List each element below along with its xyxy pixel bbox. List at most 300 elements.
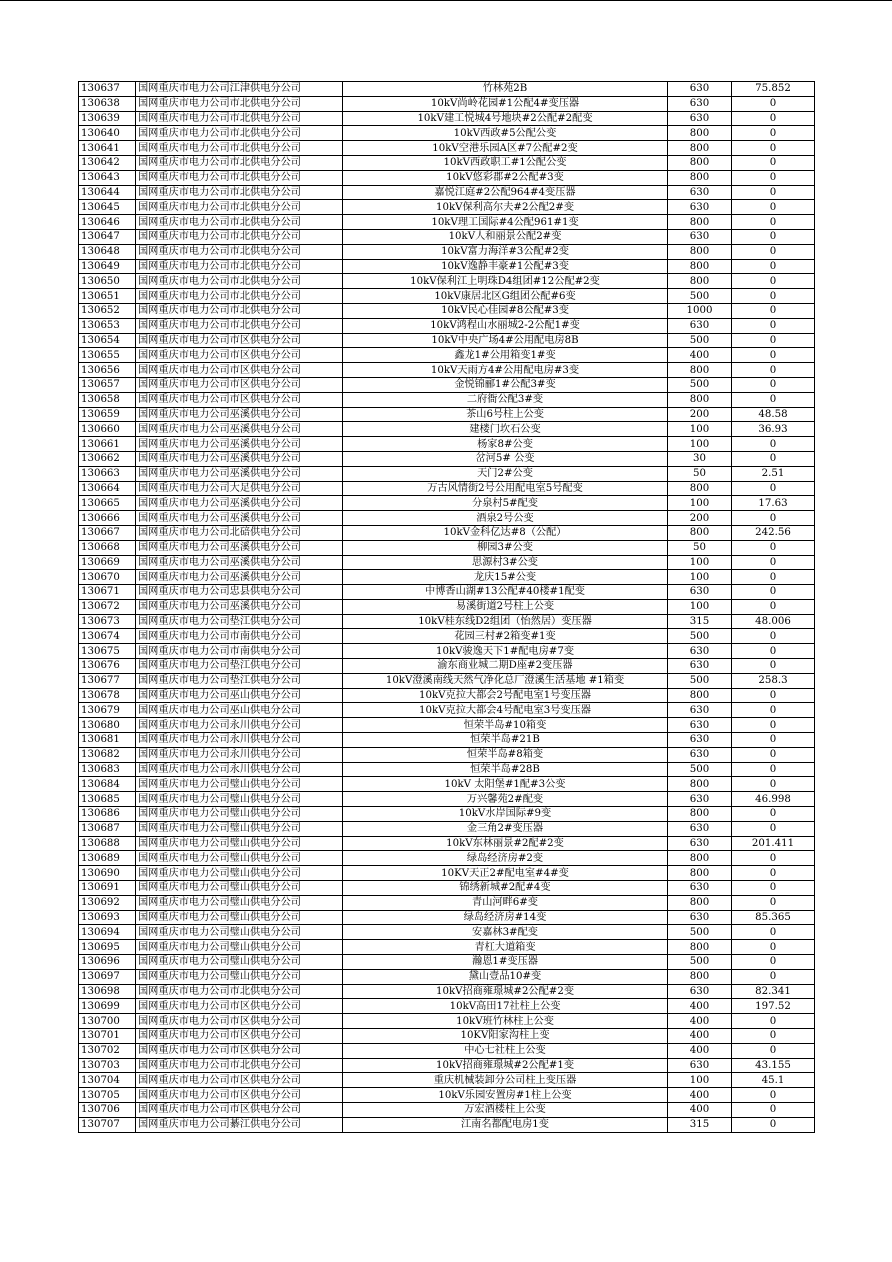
row-id-cell: 130696 bbox=[79, 955, 136, 970]
company-cell: 国网重庆市电力公司市区供电分公司 bbox=[136, 1029, 343, 1044]
transformer-name-cell: 10kV克拉大都会2号配电室1号变压器 bbox=[343, 688, 668, 703]
company-cell: 国网重庆市电力公司璧山供电分公司 bbox=[136, 881, 343, 896]
value-cell: 0 bbox=[732, 881, 815, 896]
transformer-name-cell: 10kV招商雍璟城#2公配#2变 bbox=[343, 984, 668, 999]
company-cell: 国网重庆市电力公司巫溪供电分公司 bbox=[136, 496, 343, 511]
company-cell: 国网重庆市电力公司市北供电分公司 bbox=[136, 185, 343, 200]
capacity-cell: 630 bbox=[668, 910, 732, 925]
table-row bbox=[79, 703, 815, 718]
row-id-cell: 130642 bbox=[79, 155, 136, 170]
row-id-cell: 130697 bbox=[79, 969, 136, 984]
row-id-cell: 130700 bbox=[79, 1014, 136, 1029]
transformer-name-cell: 10kV澄溪南线天然气净化总厂澄溪生活基地 #1箱变 bbox=[343, 673, 668, 688]
company-cell: 国网重庆市电力公司璧山供电分公司 bbox=[136, 777, 343, 792]
company-cell: 国网重庆市电力公司巫溪供电分公司 bbox=[136, 451, 343, 466]
row-id-cell: 130670 bbox=[79, 570, 136, 585]
company-cell: 国网重庆市电力公司市北供电分公司 bbox=[136, 244, 343, 259]
row-id-cell: 130658 bbox=[79, 392, 136, 407]
value-cell: 0 bbox=[732, 955, 815, 970]
value-cell: 0 bbox=[732, 629, 815, 644]
company-cell: 国网重庆市电力公司大足供电分公司 bbox=[136, 481, 343, 496]
transformer-name-cell: 中博香山湖#13公配#40楼#1配变 bbox=[343, 585, 668, 600]
table-row bbox=[79, 955, 815, 970]
table-row bbox=[79, 82, 815, 97]
transformer-name-cell: 二府衙公配3#变 bbox=[343, 392, 668, 407]
transformer-name-cell: 万兴馨苑2#配变 bbox=[343, 792, 668, 807]
row-id-cell: 130671 bbox=[79, 585, 136, 600]
transformer-name-cell: 竹林苑2B bbox=[343, 82, 668, 97]
transformer-name-cell: 10kV西政职工#1公配公变 bbox=[343, 155, 668, 170]
value-cell: 45.1 bbox=[732, 1073, 815, 1088]
capacity-cell: 1000 bbox=[668, 303, 732, 318]
table-row bbox=[79, 969, 815, 984]
transformer-name-cell: 10kV高田17社柱上公变 bbox=[343, 999, 668, 1014]
company-cell: 国网重庆市电力公司巫溪供电分公司 bbox=[136, 540, 343, 555]
capacity-cell: 630 bbox=[668, 747, 732, 762]
company-cell: 国网重庆市电力公司垫江供电分公司 bbox=[136, 673, 343, 688]
company-cell: 国网重庆市电力公司市北供电分公司 bbox=[136, 274, 343, 289]
company-cell: 国网重庆市电力公司市北供电分公司 bbox=[136, 229, 343, 244]
capacity-cell: 400 bbox=[668, 1014, 732, 1029]
transformer-name-cell: 龙庆15#公变 bbox=[343, 570, 668, 585]
row-id-cell: 130656 bbox=[79, 363, 136, 378]
value-cell: 82.341 bbox=[732, 984, 815, 999]
table-row bbox=[79, 185, 815, 200]
capacity-cell: 800 bbox=[668, 392, 732, 407]
transformer-name-cell: 恒荣半岛#8箱变 bbox=[343, 747, 668, 762]
capacity-cell: 400 bbox=[668, 1043, 732, 1058]
value-cell: 0 bbox=[732, 821, 815, 836]
capacity-cell: 630 bbox=[668, 733, 732, 748]
table-row bbox=[79, 437, 815, 452]
row-id-cell: 130687 bbox=[79, 821, 136, 836]
capacity-cell: 630 bbox=[668, 659, 732, 674]
capacity-cell: 800 bbox=[668, 481, 732, 496]
table-row bbox=[79, 466, 815, 481]
table-row bbox=[79, 881, 815, 896]
table-row bbox=[79, 673, 815, 688]
row-id-cell: 130694 bbox=[79, 925, 136, 940]
value-cell: 258.3 bbox=[732, 673, 815, 688]
capacity-cell: 500 bbox=[668, 955, 732, 970]
table-row bbox=[79, 762, 815, 777]
table-row bbox=[79, 318, 815, 333]
capacity-cell: 800 bbox=[668, 244, 732, 259]
capacity-cell: 800 bbox=[668, 170, 732, 185]
value-cell: 0 bbox=[732, 599, 815, 614]
table-row bbox=[79, 984, 815, 999]
row-id-cell: 130639 bbox=[79, 111, 136, 126]
transformer-name-cell: 分泉村5#配变 bbox=[343, 496, 668, 511]
value-cell: 0 bbox=[732, 540, 815, 555]
value-cell: 0 bbox=[732, 141, 815, 156]
table-row bbox=[79, 1073, 815, 1088]
row-id-cell: 130683 bbox=[79, 762, 136, 777]
transformer-name-cell: 10kV金科亿达#8（公配） bbox=[343, 525, 668, 540]
row-id-cell: 130647 bbox=[79, 229, 136, 244]
table-row bbox=[79, 229, 815, 244]
company-cell: 国网重庆市电力公司垫江供电分公司 bbox=[136, 659, 343, 674]
row-id-cell: 130691 bbox=[79, 881, 136, 896]
company-cell: 国网重庆市电力公司璧山供电分公司 bbox=[136, 836, 343, 851]
value-cell: 0 bbox=[732, 363, 815, 378]
row-id-cell: 130681 bbox=[79, 733, 136, 748]
capacity-cell: 500 bbox=[668, 673, 732, 688]
row-id-cell: 130662 bbox=[79, 451, 136, 466]
table-row bbox=[79, 910, 815, 925]
transformer-name-cell: 中心七社柱上公变 bbox=[343, 1043, 668, 1058]
table-row bbox=[79, 141, 815, 156]
transformer-name-cell: 10kV悠彩郡#2公配#3变 bbox=[343, 170, 668, 185]
transformer-name-cell: 锦绣新城#2配#4变 bbox=[343, 881, 668, 896]
row-id-cell: 130689 bbox=[79, 851, 136, 866]
value-cell: 0 bbox=[732, 126, 815, 141]
table-row bbox=[79, 659, 815, 674]
company-cell: 国网重庆市电力公司璧山供电分公司 bbox=[136, 969, 343, 984]
capacity-cell: 400 bbox=[668, 348, 732, 363]
company-cell: 国网重庆市电力公司巫山供电分公司 bbox=[136, 703, 343, 718]
capacity-cell: 630 bbox=[668, 881, 732, 896]
transformer-name-cell: 10kV空港乐园A区#7公配#2变 bbox=[343, 141, 668, 156]
capacity-cell: 800 bbox=[668, 851, 732, 866]
transformer-name-cell: 万古风情街2号公用配电室5号配变 bbox=[343, 481, 668, 496]
value-cell: 0 bbox=[732, 718, 815, 733]
table-row bbox=[79, 599, 815, 614]
value-cell: 0 bbox=[732, 895, 815, 910]
value-cell: 0 bbox=[732, 585, 815, 600]
capacity-cell: 200 bbox=[668, 511, 732, 526]
company-cell: 国网重庆市电力公司璧山供电分公司 bbox=[136, 895, 343, 910]
table-row bbox=[79, 747, 815, 762]
table-row bbox=[79, 733, 815, 748]
capacity-cell: 800 bbox=[668, 866, 732, 881]
row-id-cell: 130649 bbox=[79, 259, 136, 274]
company-cell: 国网重庆市电力公司市北供电分公司 bbox=[136, 141, 343, 156]
transformer-name-cell: 10kV克拉大都会4号配电室3号变压器 bbox=[343, 703, 668, 718]
table-row bbox=[79, 215, 815, 230]
value-cell: 0 bbox=[732, 392, 815, 407]
table-row bbox=[79, 244, 815, 259]
table-row bbox=[79, 200, 815, 215]
company-cell: 国网重庆市电力公司市北供电分公司 bbox=[136, 259, 343, 274]
value-cell: 0 bbox=[732, 688, 815, 703]
capacity-cell: 630 bbox=[668, 96, 732, 111]
capacity-cell: 100 bbox=[668, 422, 732, 437]
value-cell: 0 bbox=[732, 111, 815, 126]
capacity-cell: 800 bbox=[668, 155, 732, 170]
capacity-cell: 100 bbox=[668, 437, 732, 452]
row-id-cell: 130695 bbox=[79, 940, 136, 955]
row-id-cell: 130679 bbox=[79, 703, 136, 718]
transformer-name-cell: 10kV保利江上明珠D4组团#12公配#2变 bbox=[343, 274, 668, 289]
capacity-cell: 630 bbox=[668, 792, 732, 807]
table-row bbox=[79, 851, 815, 866]
company-cell: 国网重庆市电力公司永川供电分公司 bbox=[136, 747, 343, 762]
table-row bbox=[79, 866, 815, 881]
row-id-cell: 130706 bbox=[79, 1102, 136, 1117]
transformer-name-cell: 花园三村#2箱变#1变 bbox=[343, 629, 668, 644]
capacity-cell: 800 bbox=[668, 274, 732, 289]
value-cell: 0 bbox=[732, 1043, 815, 1058]
transformer-name-cell: 嘉悦江庭#2公配964#4变压器 bbox=[343, 185, 668, 200]
transformer-name-cell: 10kV人和丽景公配2#变 bbox=[343, 229, 668, 244]
value-cell: 0 bbox=[732, 644, 815, 659]
capacity-cell: 800 bbox=[668, 126, 732, 141]
table-row bbox=[79, 303, 815, 318]
transformer-name-cell: 思源村3#公变 bbox=[343, 555, 668, 570]
company-cell: 国网重庆市电力公司市北供电分公司 bbox=[136, 111, 343, 126]
row-id-cell: 130657 bbox=[79, 377, 136, 392]
row-id-cell: 130641 bbox=[79, 141, 136, 156]
capacity-cell: 100 bbox=[668, 570, 732, 585]
transformer-table bbox=[78, 81, 815, 1133]
company-cell: 国网重庆市电力公司市南供电分公司 bbox=[136, 644, 343, 659]
table-row bbox=[79, 155, 815, 170]
transformer-name-cell: 恒荣半岛#21B bbox=[343, 733, 668, 748]
value-cell: 0 bbox=[732, 1088, 815, 1103]
capacity-cell: 100 bbox=[668, 555, 732, 570]
value-cell: 48.006 bbox=[732, 614, 815, 629]
transformer-name-cell: 恒荣半岛#28B bbox=[343, 762, 668, 777]
transformer-name-cell: 万宏酒楼柱上公变 bbox=[343, 1102, 668, 1117]
row-id-cell: 130665 bbox=[79, 496, 136, 511]
company-cell: 国网重庆市电力公司垫江供电分公司 bbox=[136, 614, 343, 629]
company-cell: 国网重庆市电力公司江津供电分公司 bbox=[136, 82, 343, 97]
capacity-cell: 630 bbox=[668, 644, 732, 659]
row-id-cell: 130659 bbox=[79, 407, 136, 422]
transformer-name-cell: 10kV班竹林柱上公变 bbox=[343, 1014, 668, 1029]
value-cell: 0 bbox=[732, 1102, 815, 1117]
table-row bbox=[79, 451, 815, 466]
table-row bbox=[79, 111, 815, 126]
row-id-cell: 130702 bbox=[79, 1043, 136, 1058]
capacity-cell: 630 bbox=[668, 984, 732, 999]
table-row bbox=[79, 170, 815, 185]
table-row bbox=[79, 629, 815, 644]
table-row bbox=[79, 792, 815, 807]
transformer-name-cell: 10kV康居北区G组团公配#6变 bbox=[343, 289, 668, 304]
row-id-cell: 130667 bbox=[79, 525, 136, 540]
table-row bbox=[79, 511, 815, 526]
capacity-cell: 800 bbox=[668, 969, 732, 984]
company-cell: 国网重庆市电力公司璧山供电分公司 bbox=[136, 925, 343, 940]
row-id-cell: 130674 bbox=[79, 629, 136, 644]
capacity-cell: 630 bbox=[668, 111, 732, 126]
capacity-cell: 630 bbox=[668, 185, 732, 200]
value-cell: 0 bbox=[732, 555, 815, 570]
transformer-name-cell: 10kV招商雍璟城#2公配#1变 bbox=[343, 1058, 668, 1073]
company-cell: 国网重庆市电力公司市北供电分公司 bbox=[136, 289, 343, 304]
row-id-cell: 130644 bbox=[79, 185, 136, 200]
value-cell: 0 bbox=[732, 200, 815, 215]
capacity-cell: 500 bbox=[668, 289, 732, 304]
transformer-name-cell: 安嘉林3#配变 bbox=[343, 925, 668, 940]
company-cell: 国网重庆市电力公司市北供电分公司 bbox=[136, 170, 343, 185]
capacity-cell: 500 bbox=[668, 629, 732, 644]
capacity-cell: 500 bbox=[668, 762, 732, 777]
company-cell: 国网重庆市电力公司市区供电分公司 bbox=[136, 1073, 343, 1088]
row-id-cell: 130654 bbox=[79, 333, 136, 348]
company-cell: 国网重庆市电力公司巫溪供电分公司 bbox=[136, 407, 343, 422]
row-id-cell: 130684 bbox=[79, 777, 136, 792]
table-row bbox=[79, 1088, 815, 1103]
value-cell: 0 bbox=[732, 481, 815, 496]
capacity-cell: 800 bbox=[668, 940, 732, 955]
row-id-cell: 130682 bbox=[79, 747, 136, 762]
value-cell: 0 bbox=[732, 807, 815, 822]
transformer-name-cell: 10kV理工国际#4公配961#1变 bbox=[343, 215, 668, 230]
value-cell: 0 bbox=[732, 185, 815, 200]
table-row bbox=[79, 422, 815, 437]
transformer-name-cell: 鑫龙1#公用箱变1#变 bbox=[343, 348, 668, 363]
company-cell: 国网重庆市电力公司永川供电分公司 bbox=[136, 762, 343, 777]
value-cell: 0 bbox=[732, 303, 815, 318]
capacity-cell: 630 bbox=[668, 718, 732, 733]
capacity-cell: 200 bbox=[668, 407, 732, 422]
transformer-name-cell: 青杠大道箱变 bbox=[343, 940, 668, 955]
value-cell: 0 bbox=[732, 1029, 815, 1044]
row-id-cell: 130680 bbox=[79, 718, 136, 733]
value-cell: 36.93 bbox=[732, 422, 815, 437]
company-cell: 国网重庆市电力公司市区供电分公司 bbox=[136, 348, 343, 363]
table-row bbox=[79, 836, 815, 851]
company-cell: 国网重庆市电力公司市北供电分公司 bbox=[136, 155, 343, 170]
company-cell: 国网重庆市电力公司市北供电分公司 bbox=[136, 1058, 343, 1073]
capacity-cell: 630 bbox=[668, 836, 732, 851]
value-cell: 0 bbox=[732, 289, 815, 304]
company-cell: 国网重庆市电力公司璧山供电分公司 bbox=[136, 866, 343, 881]
transformer-name-cell: 10kV水岸国际#9变 bbox=[343, 807, 668, 822]
transformer-name-cell: 10kV乐园安置房#1柱上公变 bbox=[343, 1088, 668, 1103]
value-cell: 75.852 bbox=[732, 82, 815, 97]
value-cell: 0 bbox=[732, 1014, 815, 1029]
value-cell: 0 bbox=[732, 969, 815, 984]
value-cell: 0 bbox=[732, 377, 815, 392]
company-cell: 国网重庆市电力公司璧山供电分公司 bbox=[136, 792, 343, 807]
capacity-cell: 630 bbox=[668, 82, 732, 97]
transformer-name-cell: 易溪街道2号柱上公变 bbox=[343, 599, 668, 614]
company-cell: 国网重庆市电力公司璧山供电分公司 bbox=[136, 821, 343, 836]
row-id-cell: 130645 bbox=[79, 200, 136, 215]
capacity-cell: 630 bbox=[668, 585, 732, 600]
capacity-cell: 630 bbox=[668, 1058, 732, 1073]
company-cell: 国网重庆市电力公司忠县供电分公司 bbox=[136, 585, 343, 600]
value-cell: 0 bbox=[732, 259, 815, 274]
company-cell: 国网重庆市电力公司市北供电分公司 bbox=[136, 215, 343, 230]
table-row bbox=[79, 481, 815, 496]
row-id-cell: 130703 bbox=[79, 1058, 136, 1073]
capacity-cell: 500 bbox=[668, 925, 732, 940]
capacity-cell: 400 bbox=[668, 1102, 732, 1117]
table-row bbox=[79, 585, 815, 600]
transformer-name-cell: 酒泉2号公变 bbox=[343, 511, 668, 526]
capacity-cell: 800 bbox=[668, 777, 732, 792]
table-row bbox=[79, 614, 815, 629]
company-cell: 国网重庆市电力公司巫溪供电分公司 bbox=[136, 570, 343, 585]
capacity-cell: 800 bbox=[668, 525, 732, 540]
row-id-cell: 130648 bbox=[79, 244, 136, 259]
company-cell: 国网重庆市电力公司巫溪供电分公司 bbox=[136, 555, 343, 570]
value-cell: 0 bbox=[732, 333, 815, 348]
row-id-cell: 130704 bbox=[79, 1073, 136, 1088]
company-cell: 国网重庆市电力公司璧山供电分公司 bbox=[136, 940, 343, 955]
table-row bbox=[79, 821, 815, 836]
company-cell: 国网重庆市电力公司永川供电分公司 bbox=[136, 733, 343, 748]
value-cell: 0 bbox=[732, 659, 815, 674]
company-cell: 国网重庆市电力公司璧山供电分公司 bbox=[136, 910, 343, 925]
value-cell: 0 bbox=[732, 762, 815, 777]
capacity-cell: 630 bbox=[668, 318, 732, 333]
row-id-cell: 130678 bbox=[79, 688, 136, 703]
table-row bbox=[79, 1102, 815, 1117]
row-id-cell: 130653 bbox=[79, 318, 136, 333]
transformer-name-cell: 10KV天正2#配电室#4#变 bbox=[343, 866, 668, 881]
row-id-cell: 130707 bbox=[79, 1117, 136, 1132]
company-cell: 国网重庆市电力公司璧山供电分公司 bbox=[136, 807, 343, 822]
capacity-cell: 500 bbox=[668, 333, 732, 348]
value-cell: 0 bbox=[732, 747, 815, 762]
company-cell: 国网重庆市电力公司巫溪供电分公司 bbox=[136, 599, 343, 614]
value-cell: 0 bbox=[732, 318, 815, 333]
company-cell: 国网重庆市电力公司市北供电分公司 bbox=[136, 96, 343, 111]
row-id-cell: 130685 bbox=[79, 792, 136, 807]
capacity-cell: 400 bbox=[668, 999, 732, 1014]
transformer-name-cell: 绿岛经济房#2变 bbox=[343, 851, 668, 866]
capacity-cell: 800 bbox=[668, 688, 732, 703]
capacity-cell: 100 bbox=[668, 496, 732, 511]
row-id-cell: 130664 bbox=[79, 481, 136, 496]
value-cell: 43.155 bbox=[732, 1058, 815, 1073]
transformer-name-cell: 渝东商业城二期D座#2变压器 bbox=[343, 659, 668, 674]
value-cell: 2.51 bbox=[732, 466, 815, 481]
transformer-name-cell: 绿岛经济房#14变 bbox=[343, 910, 668, 925]
value-cell: 0 bbox=[732, 777, 815, 792]
transformer-name-cell: 重庆机械装卸分公司柱上变压器 bbox=[343, 1073, 668, 1088]
value-cell: 0 bbox=[732, 155, 815, 170]
company-cell: 国网重庆市电力公司巫溪供电分公司 bbox=[136, 437, 343, 452]
row-id-cell: 130705 bbox=[79, 1088, 136, 1103]
value-cell: 0 bbox=[732, 244, 815, 259]
company-cell: 国网重庆市电力公司市区供电分公司 bbox=[136, 1088, 343, 1103]
transformer-name-cell: 10kV 太阳堡#1配#3公变 bbox=[343, 777, 668, 792]
transformer-name-cell: 10kV中央广场4#公用配电房8B bbox=[343, 333, 668, 348]
transformer-name-cell: 10kV天雨方4#公用配电房#3变 bbox=[343, 363, 668, 378]
value-cell: 0 bbox=[732, 570, 815, 585]
capacity-cell: 800 bbox=[668, 807, 732, 822]
table-row bbox=[79, 895, 815, 910]
value-cell: 197.52 bbox=[732, 999, 815, 1014]
transformer-name-cell: 天门2#公变 bbox=[343, 466, 668, 481]
row-id-cell: 130668 bbox=[79, 540, 136, 555]
table-row bbox=[79, 925, 815, 940]
row-id-cell: 130673 bbox=[79, 614, 136, 629]
transformer-name-cell: 10kV鸿程山水丽城2-2公配1#变 bbox=[343, 318, 668, 333]
value-cell: 0 bbox=[732, 96, 815, 111]
value-cell: 0 bbox=[732, 940, 815, 955]
value-cell: 85.365 bbox=[732, 910, 815, 925]
capacity-cell: 315 bbox=[668, 614, 732, 629]
table-row bbox=[79, 1117, 815, 1132]
table-body bbox=[79, 82, 815, 1133]
transformer-name-cell: 恒荣半岛#10箱变 bbox=[343, 718, 668, 733]
value-cell: 48.58 bbox=[732, 407, 815, 422]
row-id-cell: 130640 bbox=[79, 126, 136, 141]
transformer-name-cell: 岔河5# 公变 bbox=[343, 451, 668, 466]
table-row bbox=[79, 496, 815, 511]
transformer-name-cell: 10kV逸静丰豪#1公配#3变 bbox=[343, 259, 668, 274]
transformer-name-cell: 金三角2#变压器 bbox=[343, 821, 668, 836]
table-row bbox=[79, 688, 815, 703]
